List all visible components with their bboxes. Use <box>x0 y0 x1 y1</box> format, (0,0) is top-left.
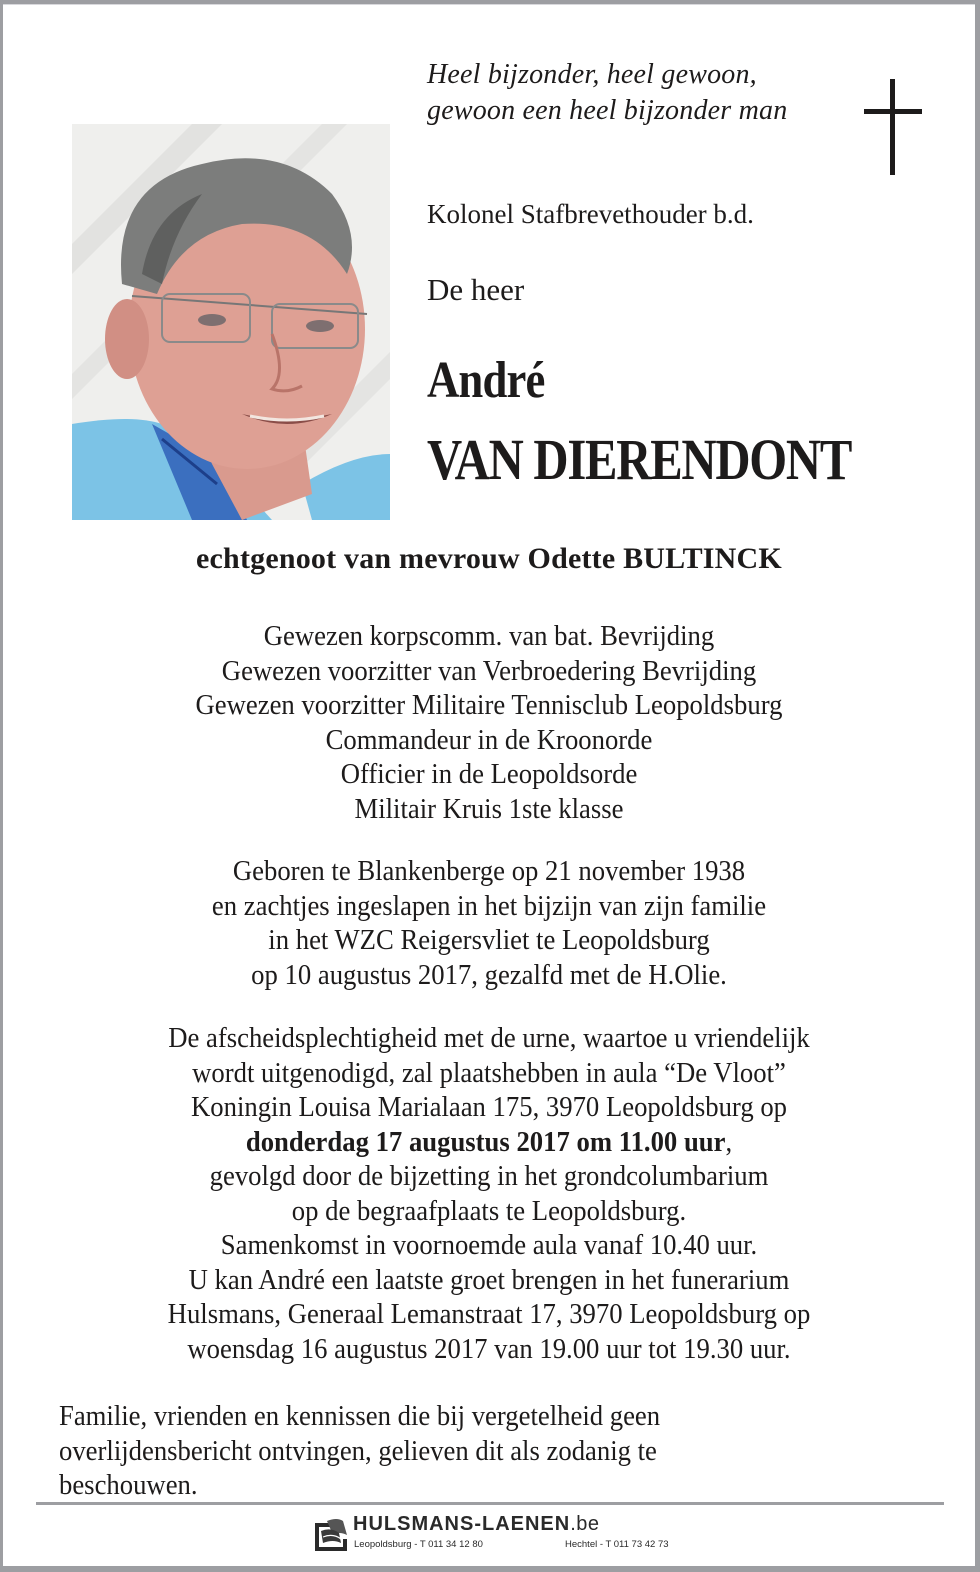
paragraph-line: De afscheidsplechtigheid met de urne, waartoe u vriendelijk <box>168 1022 810 1054</box>
closing-note <box>59 1399 712 1503</box>
paragraph-line: overlijdensbericht ontvingen, gelieven dit als zodanig te <box>59 1434 657 1467</box>
honors-list <box>3 619 975 826</box>
portrait-photo <box>72 124 390 520</box>
paragraph-line: op de begraafplaats te Leopoldsburg. <box>291 1194 687 1227</box>
paragraph-line: woensdag 16 augustus 2017 van 19.00 uur tot 19.30 uur. <box>187 1332 791 1365</box>
ceremony-paragraph <box>3 1021 975 1366</box>
honor-item: Gewezen korpscomm. van bat. Bevrijding <box>263 620 715 652</box>
deceased-first-name: André <box>427 352 545 409</box>
honor-item: Gewezen voorzitter Militaire Tennisclub Leopoldsburg <box>195 689 783 721</box>
motto-line-2: gewoon een heel bijzonder man <box>427 95 788 126</box>
funeral-home-brand <box>353 1513 600 1536</box>
motto-line-1: Heel bijzonder, heel gewoon, <box>427 59 757 90</box>
brand-tld: .be <box>570 1513 600 1535</box>
ceremony-datetime: donderdag 17 augustus 2017 om 11.00 uur <box>245 1125 726 1158</box>
hulsmans-laenen-logo-icon <box>313 1517 351 1551</box>
portrait-illustration <box>72 124 390 520</box>
paragraph-line: Familie, vrienden en kennissen die bij vergetelheid geen <box>59 1400 661 1432</box>
paragraph-line: Hulsmans, Generaal Lemanstraat 17, 3970 Leopoldsburg op <box>167 1298 811 1330</box>
paragraph-line: Koningin Louisa Marialaan 175, 3970 Leopoldsburg op <box>190 1091 788 1123</box>
paragraph-line: Samenkomst in voornoemde aula vanaf 10.40 uur. <box>220 1229 758 1261</box>
funeral-home-footer <box>313 1515 693 1555</box>
obituary-card <box>3 4 975 1566</box>
paragraph-line: U kan André een laatste groet brengen in het funerarium <box>188 1263 790 1296</box>
paragraph-line: wordt uitgenodigd, zal plaatshebben in aula “De Vloot” <box>192 1056 786 1089</box>
paragraph-line: Geboren te Blankenberge op 21 november 1938 <box>232 855 746 887</box>
motto <box>427 57 787 129</box>
honor-item: Officier in de Leopoldsorde <box>340 758 638 790</box>
birth-death-paragraph <box>3 854 975 992</box>
brand-name: HULSMANS-LAENEN <box>353 1513 571 1535</box>
paragraph-line: in het WZC Reigersvliet te Leopoldsburg <box>268 924 710 956</box>
paragraph-line: op 10 augustus 2017, gezalfd met de H.Olie. <box>251 958 727 991</box>
honor-item: Gewezen voorzitter van Verbroedering Bevrijding <box>221 654 757 687</box>
paragraph-line: en zachtjes ingeslapen in het bijzijn van zijn familie <box>211 889 767 922</box>
paragraph-line: beschouwen. <box>59 1469 198 1501</box>
latin-cross-icon <box>864 79 922 175</box>
punctuation: , <box>725 1125 733 1158</box>
ceremony-date-line <box>42 1125 936 1160</box>
location-hechtel-phone: Hechtel - T 011 73 42 73 <box>565 1539 669 1550</box>
spouse-line: echtgenoot van mevrouw Odette BULTINCK <box>196 542 782 575</box>
honor-item: Militair Kruis 1ste klasse <box>354 792 624 825</box>
paragraph-line: gevolgd door de bijzetting in het grondcolumbarium <box>209 1160 769 1192</box>
honorific-prefix: De heer <box>427 272 525 307</box>
honor-item: Commandeur in de Kroonorde <box>325 723 653 756</box>
footer-divider <box>36 1502 944 1505</box>
location-leopoldsburg-phone: Leopoldsburg - T 011 34 12 80 <box>354 1539 483 1550</box>
deceased-surname: VAN DIERENDONT <box>427 427 852 492</box>
military-rank: Kolonel Stafbrevethouder b.d. <box>427 199 754 229</box>
